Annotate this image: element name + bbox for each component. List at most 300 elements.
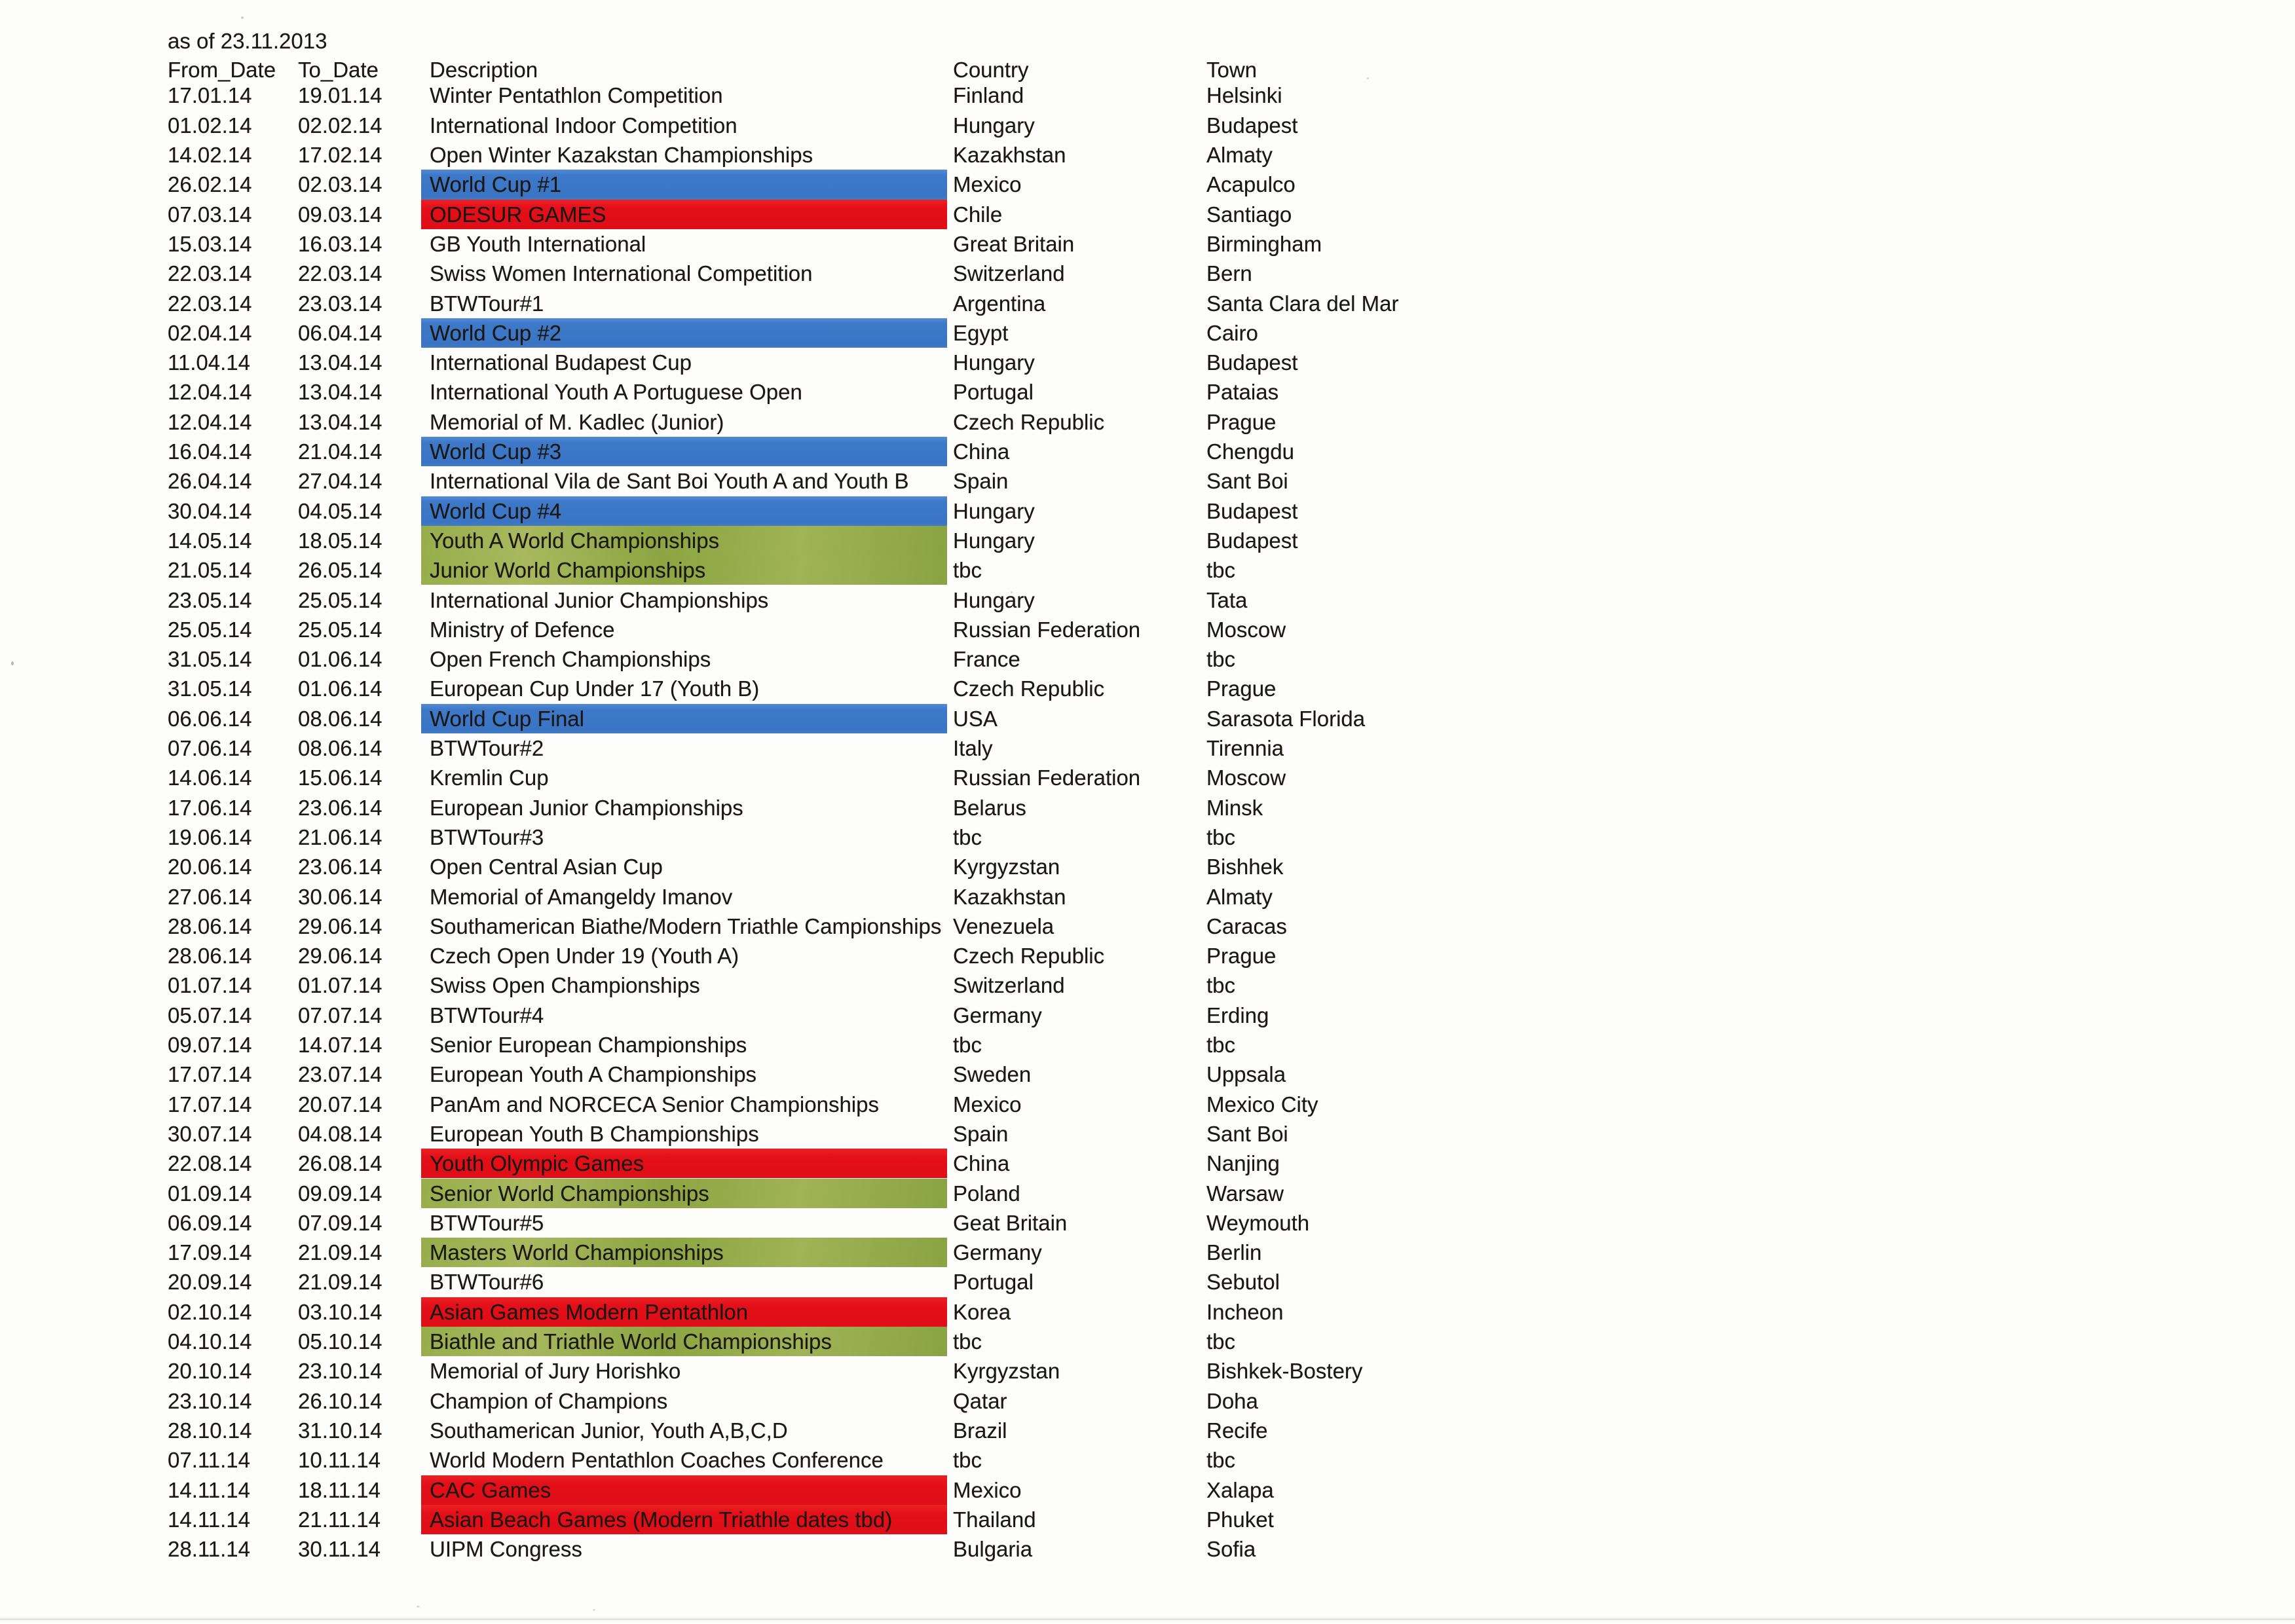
table-row <box>0 407 2295 437</box>
cell-town: tbc <box>1206 1329 1236 1354</box>
table-row <box>0 882 2295 912</box>
as-of-date: as of 23.11.2013 <box>168 29 327 53</box>
cell-country: Mexico <box>953 1477 1022 1502</box>
cell-description: World Cup #1 <box>430 172 562 197</box>
column-header-country: Country <box>953 58 1029 83</box>
cell-from-date: 01.09.14 <box>168 1181 252 1206</box>
cell-country: tbc <box>953 1033 982 1057</box>
cell-description: Champion of Champions <box>430 1388 668 1413</box>
cell-to-date: 09.09.14 <box>298 1181 382 1206</box>
cell-to-date: 22.03.14 <box>298 261 382 286</box>
cell-description: BTWTour#1 <box>430 291 544 316</box>
cell-description: Swiss Women International Competition <box>430 261 813 286</box>
cell-to-date: 25.05.14 <box>298 587 382 612</box>
cell-town: Moscow <box>1206 617 1286 642</box>
cell-to-date: 29.06.14 <box>298 944 382 969</box>
cell-to-date: 01.06.14 <box>298 647 382 672</box>
cell-to-date: 19.01.14 <box>298 83 382 108</box>
table-row <box>0 526 2295 555</box>
table-row <box>0 437 2295 466</box>
cell-description: UIPM Congress <box>430 1537 582 1562</box>
cell-from-date: 28.06.14 <box>168 913 252 938</box>
cell-to-date: 21.11.14 <box>298 1507 381 1532</box>
cell-from-date: 30.07.14 <box>168 1121 252 1146</box>
cell-from-date: 01.07.14 <box>168 973 252 998</box>
cell-from-date: 11.04.14 <box>168 350 251 375</box>
cell-description: Southamerican Junior, Youth A,B,C,D <box>430 1418 788 1443</box>
cell-description: Kremlin Cup <box>430 766 549 790</box>
cell-description: International Budapest Cup <box>430 350 692 375</box>
cell-to-date: 17.02.14 <box>298 143 382 167</box>
cell-from-date: 07.03.14 <box>168 202 252 227</box>
cell-country: Italy <box>953 736 993 760</box>
cell-town: Berlin <box>1206 1240 1262 1265</box>
cell-country: China <box>953 439 1010 464</box>
table-row <box>0 1297 2295 1327</box>
cell-town: Budapest <box>1206 498 1298 523</box>
cell-from-date: 26.04.14 <box>168 469 252 494</box>
cell-description: International Youth A Portuguese Open <box>430 380 802 405</box>
cell-description: Junior World Championships <box>430 558 706 583</box>
cell-from-date: 20.09.14 <box>168 1270 252 1295</box>
cell-town: Sant Boi <box>1206 469 1288 494</box>
cell-to-date: 26.05.14 <box>298 558 382 583</box>
cell-from-date: 14.05.14 <box>168 528 252 553</box>
table-row <box>0 1534 2295 1564</box>
cell-description: Biathle and Triathle World Championships <box>430 1329 832 1354</box>
cell-country: Kazakhstan <box>953 143 1066 167</box>
cell-to-date: 09.03.14 <box>298 202 382 227</box>
cell-description: Open French Championships <box>430 647 711 672</box>
cell-country: tbc <box>953 1329 982 1354</box>
cell-town: tbc <box>1206 558 1236 583</box>
cell-from-date: 23.05.14 <box>168 587 252 612</box>
table-row <box>0 793 2295 822</box>
cell-from-date: 12.04.14 <box>168 409 252 434</box>
cell-from-date: 06.09.14 <box>168 1210 252 1235</box>
cell-town: Pataias <box>1206 380 1279 405</box>
cell-description: International Junior Championships <box>430 587 769 612</box>
cell-from-date: 21.05.14 <box>168 558 252 583</box>
cell-from-date: 17.06.14 <box>168 795 252 820</box>
cell-from-date: 30.04.14 <box>168 498 252 523</box>
cell-country: Korea <box>953 1299 1011 1324</box>
scan-speck <box>11 661 14 665</box>
cell-to-date: 05.10.14 <box>298 1329 382 1354</box>
cell-country: Chile <box>953 202 1003 227</box>
cell-to-date: 04.05.14 <box>298 498 382 523</box>
table-row <box>0 1208 2295 1238</box>
cell-description: GB Youth International <box>430 231 646 256</box>
cell-country: China <box>953 1151 1010 1176</box>
cell-town: Sebutol <box>1206 1270 1280 1295</box>
cell-town: Chengdu <box>1206 439 1294 464</box>
column-header-to: To_Date <box>298 58 379 83</box>
cell-to-date: 26.08.14 <box>298 1151 382 1176</box>
cell-country: Brazil <box>953 1418 1007 1443</box>
cell-description: Open Winter Kazakstan Championships <box>430 143 813 167</box>
cell-town: Helsinki <box>1206 83 1282 108</box>
table-row <box>0 81 2295 110</box>
cell-description: Winter Pentathlon Competition <box>430 83 723 108</box>
cell-country: Finland <box>953 83 1024 108</box>
cell-country: Czech Republic <box>953 409 1105 434</box>
cell-country: Kazakhstan <box>953 884 1066 909</box>
cell-country: Kyrgyzstan <box>953 855 1060 879</box>
cell-from-date: 28.11.14 <box>168 1537 251 1562</box>
table-row <box>0 615 2295 644</box>
cell-country: Spain <box>953 469 1009 494</box>
table-row <box>0 170 2295 199</box>
cell-town: Nanjing <box>1206 1151 1280 1176</box>
column-header-from: From_Date <box>168 58 276 83</box>
cell-description: Senior World Championships <box>430 1181 709 1206</box>
cell-country: Argentina <box>953 291 1046 316</box>
cell-from-date: 26.02.14 <box>168 172 252 197</box>
cell-town: Budapest <box>1206 350 1298 375</box>
table-row <box>0 585 2295 615</box>
cell-to-date: 08.06.14 <box>298 736 382 760</box>
cell-to-date: 02.03.14 <box>298 172 382 197</box>
cell-country: Thailand <box>953 1507 1036 1532</box>
cell-from-date: 07.11.14 <box>168 1448 251 1473</box>
cell-town: Birmingham <box>1206 231 1322 256</box>
cell-from-date: 14.11.14 <box>168 1507 251 1532</box>
cell-from-date: 31.05.14 <box>168 676 252 701</box>
scan-speck <box>241 16 244 19</box>
cell-from-date: 06.06.14 <box>168 706 252 731</box>
scanner-edge-shadow <box>0 1617 2295 1620</box>
table-row <box>0 1356 2295 1386</box>
table-row <box>0 111 2295 140</box>
cell-description: PanAm and NORCECA Senior Championships <box>430 1092 879 1116</box>
cell-description: ODESUR GAMES <box>430 202 606 227</box>
cell-from-date: 12.04.14 <box>168 380 252 405</box>
cell-from-date: 25.05.14 <box>168 617 252 642</box>
cell-country: tbc <box>953 558 982 583</box>
cell-to-date: 23.06.14 <box>298 855 382 879</box>
table-row <box>0 1445 2295 1475</box>
cell-country: Hungary <box>953 528 1035 553</box>
cell-to-date: 06.04.14 <box>298 320 382 345</box>
cell-country: Portugal <box>953 1270 1034 1295</box>
cell-town: Doha <box>1206 1388 1258 1413</box>
cell-to-date: 03.10.14 <box>298 1299 382 1324</box>
cell-to-date: 14.07.14 <box>298 1033 382 1057</box>
table-row <box>0 704 2295 733</box>
cell-from-date: 14.11.14 <box>168 1477 251 1502</box>
cell-country: Switzerland <box>953 261 1065 286</box>
cell-country: Belarus <box>953 795 1026 820</box>
cell-to-date: 13.04.14 <box>298 380 382 405</box>
table-row <box>0 1060 2295 1089</box>
cell-country: tbc <box>953 824 982 849</box>
table-row <box>0 1001 2295 1030</box>
cell-town: tbc <box>1206 647 1236 672</box>
cell-description: World Modern Pentathlon Coaches Conference <box>430 1448 884 1473</box>
table-row <box>0 1149 2295 1178</box>
table-row <box>0 644 2295 674</box>
cell-description: Southamerican Biathe/Modern Triathle Campionships <box>430 913 942 938</box>
cell-from-date: 16.04.14 <box>168 439 252 464</box>
cell-to-date: 25.05.14 <box>298 617 382 642</box>
table-row <box>0 1238 2295 1267</box>
cell-town: Tata <box>1206 587 1248 612</box>
cell-town: Budapest <box>1206 113 1298 138</box>
cell-description: World Cup #2 <box>430 320 562 345</box>
cell-to-date: 18.05.14 <box>298 528 382 553</box>
cell-town: tbc <box>1206 824 1236 849</box>
cell-town: Budapest <box>1206 528 1298 553</box>
cell-from-date: 19.06.14 <box>168 824 252 849</box>
cell-description: European Youth A Championships <box>430 1062 757 1087</box>
cell-town: Xalapa <box>1206 1477 1274 1502</box>
table-row <box>0 1416 2295 1445</box>
cell-from-date: 22.03.14 <box>168 261 252 286</box>
table-row <box>0 377 2295 407</box>
column-header-desc: Description <box>430 58 538 83</box>
cell-to-date: 30.06.14 <box>298 884 382 909</box>
cell-to-date: 18.11.14 <box>298 1477 381 1502</box>
cell-to-date: 02.02.14 <box>298 113 382 138</box>
cell-from-date: 07.06.14 <box>168 736 252 760</box>
cell-town: tbc <box>1206 1448 1236 1473</box>
cell-from-date: 05.07.14 <box>168 1003 252 1027</box>
table-row <box>0 555 2295 585</box>
cell-country: Venezuela <box>953 913 1054 938</box>
cell-to-date: 21.04.14 <box>298 439 382 464</box>
table-row <box>0 1119 2295 1149</box>
cell-country: Qatar <box>953 1388 1007 1413</box>
cell-description: Memorial of M. Kadlec (Junior) <box>430 409 724 434</box>
cell-country: Russian Federation <box>953 766 1141 790</box>
cell-from-date: 09.07.14 <box>168 1033 252 1057</box>
cell-town: tbc <box>1206 1033 1236 1057</box>
cell-description: Youth A World Championships <box>430 528 720 553</box>
table-row <box>0 466 2295 496</box>
cell-country: Great Britain <box>953 231 1075 256</box>
cell-description: BTWTour#5 <box>430 1210 544 1235</box>
cell-from-date: 17.09.14 <box>168 1240 252 1265</box>
cell-description: Ministry of Defence <box>430 617 615 642</box>
cell-to-date: 23.03.14 <box>298 291 382 316</box>
cell-to-date: 15.06.14 <box>298 766 382 790</box>
cell-country: Bulgaria <box>953 1537 1033 1562</box>
cell-to-date: 23.07.14 <box>298 1062 382 1087</box>
cell-to-date: 01.07.14 <box>298 973 382 998</box>
cell-to-date: 01.06.14 <box>298 676 382 701</box>
cell-from-date: 31.05.14 <box>168 647 252 672</box>
cell-to-date: 08.06.14 <box>298 706 382 731</box>
cell-town: Bishhek <box>1206 855 1284 879</box>
cell-town: Caracas <box>1206 913 1287 938</box>
cell-country: Hungary <box>953 498 1035 523</box>
table-row <box>0 229 2295 259</box>
cell-to-date: 21.06.14 <box>298 824 382 849</box>
cell-town: Warsaw <box>1206 1181 1284 1206</box>
cell-description: Asian Beach Games (Modern Triathle dates tbd) <box>430 1507 893 1532</box>
cell-to-date: 30.11.14 <box>298 1537 381 1562</box>
cell-country: Czech Republic <box>953 944 1105 969</box>
cell-to-date: 23.10.14 <box>298 1359 382 1384</box>
table-row <box>0 1090 2295 1119</box>
cell-town: Uppsala <box>1206 1062 1286 1087</box>
cell-town: Sofia <box>1206 1537 1256 1562</box>
cell-from-date: 02.04.14 <box>168 320 252 345</box>
cell-town: Sant Boi <box>1206 1121 1288 1146</box>
cell-from-date: 28.10.14 <box>168 1418 252 1443</box>
cell-from-date: 14.02.14 <box>168 143 252 167</box>
table-row <box>0 200 2295 229</box>
cell-town: Erding <box>1206 1003 1269 1027</box>
cell-to-date: 21.09.14 <box>298 1240 382 1265</box>
cell-from-date: 14.06.14 <box>168 766 252 790</box>
cell-town: Recife <box>1206 1418 1268 1443</box>
cell-town: Bishkek-Bostery <box>1206 1359 1363 1384</box>
cell-to-date: 07.07.14 <box>298 1003 382 1027</box>
cell-to-date: 26.10.14 <box>298 1388 382 1413</box>
scan-speck <box>593 1609 595 1611</box>
table-row <box>0 822 2295 852</box>
cell-description: European Junior Championships <box>430 795 743 820</box>
cell-country: Hungary <box>953 587 1035 612</box>
cell-town: Moscow <box>1206 766 1286 790</box>
cell-town: Acapulco <box>1206 172 1296 197</box>
table-row <box>0 1505 2295 1534</box>
cell-country: Mexico <box>953 1092 1022 1116</box>
table-row <box>0 852 2295 881</box>
column-header-town: Town <box>1206 58 1258 83</box>
cell-to-date: 21.09.14 <box>298 1270 382 1295</box>
table-row <box>0 496 2295 526</box>
cell-country: Switzerland <box>953 973 1065 998</box>
cell-description: Asian Games Modern Pentathlon <box>430 1299 749 1324</box>
cell-description: CAC Games <box>430 1477 551 1502</box>
table-row <box>0 259 2295 288</box>
cell-from-date: 17.01.14 <box>168 83 252 108</box>
cell-to-date: 10.11.14 <box>298 1448 381 1473</box>
cell-description: BTWTour#6 <box>430 1270 544 1295</box>
cell-town: Almaty <box>1206 143 1273 167</box>
table-row <box>0 1475 2295 1505</box>
cell-from-date: 20.06.14 <box>168 855 252 879</box>
table-row <box>0 1327 2295 1356</box>
cell-to-date: 04.08.14 <box>298 1121 382 1146</box>
cell-town: Prague <box>1206 676 1277 701</box>
cell-to-date: 27.04.14 <box>298 469 382 494</box>
cell-town: Santiago <box>1206 202 1292 227</box>
cell-country: Spain <box>953 1121 1009 1146</box>
cell-description: Senior European Championships <box>430 1033 747 1057</box>
table-row <box>0 1179 2295 1208</box>
cell-description: European Youth B Championships <box>430 1121 759 1146</box>
cell-to-date: 23.06.14 <box>298 795 382 820</box>
cell-town: Almaty <box>1206 884 1273 909</box>
cell-country: Czech Republic <box>953 676 1105 701</box>
table-row <box>0 1386 2295 1416</box>
cell-country: Russian Federation <box>953 617 1141 642</box>
cell-country: Germany <box>953 1240 1042 1265</box>
table-row <box>0 140 2295 170</box>
cell-from-date: 27.06.14 <box>168 884 252 909</box>
cell-description: Memorial of Amangeldy Imanov <box>430 884 733 909</box>
cell-description: Swiss Open Championships <box>430 973 700 998</box>
cell-from-date: 15.03.14 <box>168 231 252 256</box>
cell-from-date: 22.03.14 <box>168 291 252 316</box>
scan-speck <box>417 1606 420 1608</box>
cell-from-date: 20.10.14 <box>168 1359 252 1384</box>
cell-to-date: 29.06.14 <box>298 913 382 938</box>
cell-to-date: 20.07.14 <box>298 1092 382 1116</box>
cell-description: Memorial of Jury Horishko <box>430 1359 681 1384</box>
cell-description: International Vila de Sant Boi Youth A and Youth B <box>430 469 909 494</box>
cell-description: BTWTour#4 <box>430 1003 544 1027</box>
cell-town: Tirennia <box>1206 736 1284 760</box>
cell-country: Hungary <box>953 113 1035 138</box>
cell-from-date: 28.06.14 <box>168 944 252 969</box>
cell-to-date: 16.03.14 <box>298 231 382 256</box>
cell-country: tbc <box>953 1448 982 1473</box>
cell-description: World Cup #3 <box>430 439 562 464</box>
cell-from-date: 17.07.14 <box>168 1062 252 1087</box>
cell-country: Mexico <box>953 172 1022 197</box>
cell-description: Youth Olympic Games <box>430 1151 644 1176</box>
cell-town: Sarasota Florida <box>1206 706 1366 731</box>
cell-town: Santa Clara del Mar <box>1206 291 1399 316</box>
table-row <box>0 1267 2295 1297</box>
cell-town: Bern <box>1206 261 1252 286</box>
table-row <box>0 941 2295 970</box>
table-row <box>0 289 2295 318</box>
cell-town: Prague <box>1206 409 1277 434</box>
table-row <box>0 733 2295 763</box>
cell-description: European Cup Under 17 (Youth B) <box>430 676 760 701</box>
table-row <box>0 970 2295 1000</box>
cell-description: World Cup #4 <box>430 498 562 523</box>
cell-town: Cairo <box>1206 320 1258 345</box>
cell-town: Prague <box>1206 944 1277 969</box>
cell-description: BTWTour#2 <box>430 736 544 760</box>
cell-town: Incheon <box>1206 1299 1284 1324</box>
cell-town: Minsk <box>1206 795 1263 820</box>
cell-description: World Cup Final <box>430 706 584 731</box>
cell-from-date: 17.07.14 <box>168 1092 252 1116</box>
cell-country: Germany <box>953 1003 1042 1027</box>
cell-to-date: 13.04.14 <box>298 409 382 434</box>
cell-country: Kyrgyzstan <box>953 1359 1060 1384</box>
cell-to-date: 13.04.14 <box>298 350 382 375</box>
cell-description: BTWTour#3 <box>430 824 544 849</box>
cell-country: Sweden <box>953 1062 1032 1087</box>
cell-country: Poland <box>953 1181 1020 1206</box>
table-row <box>0 674 2295 703</box>
cell-country: Hungary <box>953 350 1035 375</box>
table-row <box>0 348 2295 377</box>
cell-country: USA <box>953 706 998 731</box>
cell-country: Egypt <box>953 320 1009 345</box>
table-row <box>0 318 2295 348</box>
table-row <box>0 912 2295 941</box>
cell-from-date: 23.10.14 <box>168 1388 252 1413</box>
table-row <box>0 763 2295 792</box>
cell-from-date: 04.10.14 <box>168 1329 252 1354</box>
cell-town: Mexico City <box>1206 1092 1318 1116</box>
cell-country: Portugal <box>953 380 1034 405</box>
cell-country: France <box>953 647 1020 672</box>
cell-to-date: 07.09.14 <box>298 1210 382 1235</box>
cell-description: International Indoor Competition <box>430 113 737 138</box>
cell-town: tbc <box>1206 973 1236 998</box>
